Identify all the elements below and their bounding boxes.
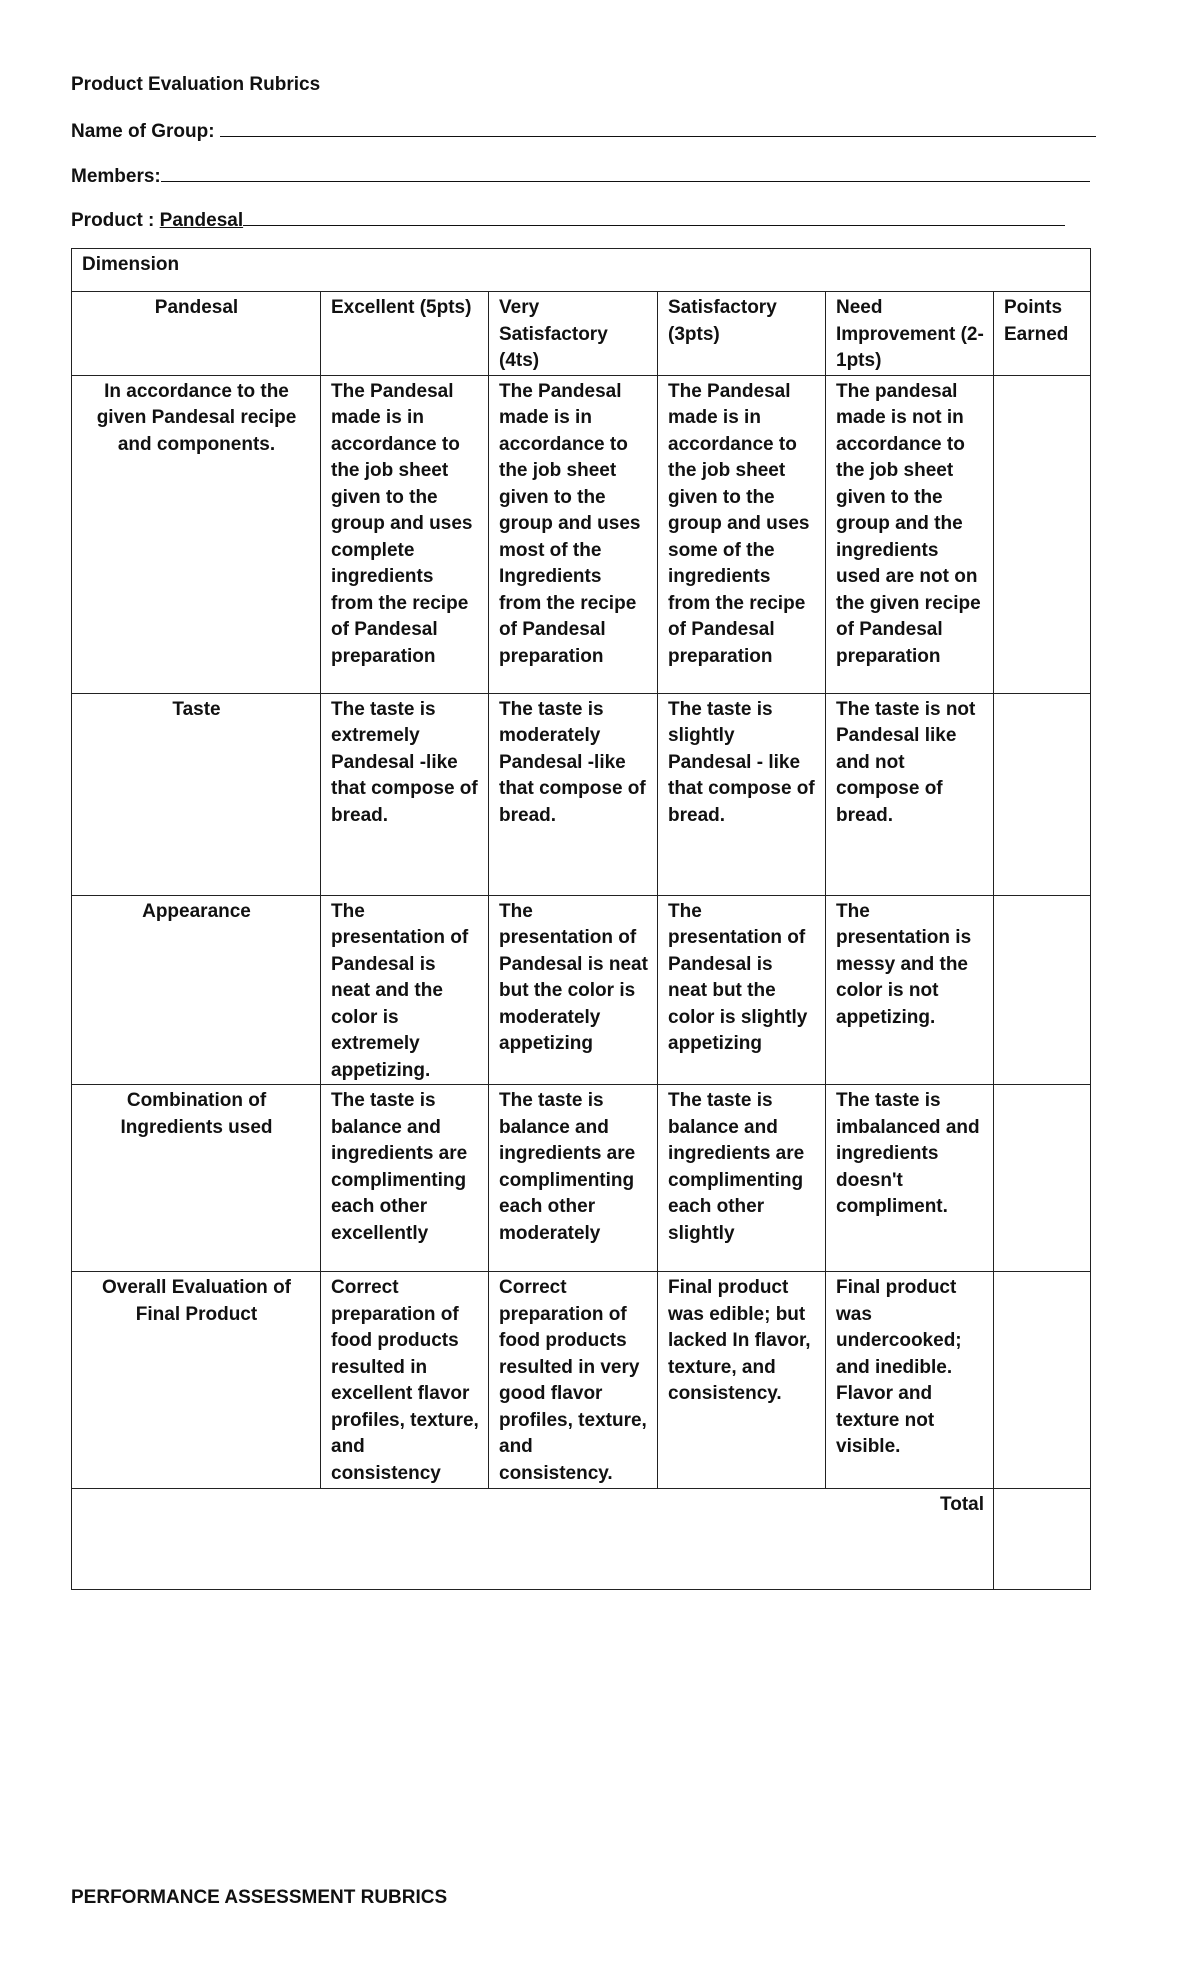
rubric-cell: The taste is balance and ingredients are complimenting each other excellently [321, 1085, 489, 1272]
members-row [71, 163, 1090, 188]
rubric-cell: The Pandesal made is in accordance to the job sheet given to the group and uses most of the Ingredients from the recipe of Pandesal preparation [489, 375, 658, 693]
product-value: Pandesal [159, 210, 244, 231]
rubric-cell: The Pandesal made is in accordance to the job sheet given to the group and uses some of the ingredients from the recipe of Pandesal preparation [658, 375, 826, 693]
col-excellent: Excellent (5pts) [321, 292, 489, 376]
rubric-cell: Correct preparation of food products resulted in excellent flavor profiles, texture, and consistency [321, 1272, 489, 1489]
table-row [72, 375, 1091, 693]
group-name-label: Name of Group: [71, 121, 215, 142]
rubric-cell: The taste is balance and ingredients are complimenting each other moderately [489, 1085, 658, 1272]
criterion-label: Appearance [72, 895, 321, 1085]
members-label: Members: [71, 166, 161, 187]
table-row [72, 1085, 1091, 1272]
total-label: Total [72, 1489, 994, 1590]
points-earned-cell[interactable] [994, 375, 1091, 693]
rubric-cell: The taste is balance and ingredients are complimenting each other slightly [658, 1085, 826, 1272]
table-row [72, 693, 1091, 895]
rubric-cell: The taste is extremely Pandesal -like that compose of bread. [321, 693, 489, 895]
points-earned-cell[interactable] [994, 693, 1091, 895]
rubric-cell: Correct preparation of food products resulted in very good flavor profiles, texture, and consistency. [489, 1272, 658, 1489]
group-name-row [71, 118, 1096, 143]
col-need-improvement: Need Improvement (2-1pts) [826, 292, 994, 376]
dimension-row [72, 249, 1091, 292]
rubric-cell: The presentation is messy and the color is not appetizing. [826, 895, 994, 1085]
row-header-pandesal: Pandesal [72, 292, 321, 376]
rubric-cell: The taste is moderately Pandesal -like that compose of bread. [489, 693, 658, 895]
col-satisfactory: Satisfactory (3pts) [658, 292, 826, 376]
total-row [72, 1489, 1091, 1590]
criterion-label: Combination of Ingredients used [72, 1085, 321, 1272]
points-earned-cell[interactable] [994, 895, 1091, 1085]
rubric-cell: The pandesal made is not in accordance to the job sheet given to the group and the ingredients used are not on the given recipe of Pandesal preparation [826, 375, 994, 693]
group-name-field[interactable] [220, 118, 1096, 137]
rubric-cell: The taste is imbalanced and ingredients doesn't compliment. [826, 1085, 994, 1272]
criterion-label: In accordance to the given Pandesal recipe and components. [72, 375, 321, 693]
rubric-cell: The taste is not Pandesal like and not compose of bread. [826, 693, 994, 895]
product-field-line [243, 207, 1065, 226]
members-field[interactable] [161, 163, 1090, 182]
table-row [72, 1272, 1091, 1489]
document-title: Product Evaluation Rubrics [71, 74, 321, 95]
rubric-cell: The taste is slightly Pandesal - like that compose of bread. [658, 693, 826, 895]
total-points-cell[interactable] [994, 1489, 1091, 1590]
product-row [71, 207, 1065, 232]
col-points-earned: Points Earned [994, 292, 1091, 376]
criterion-label: Taste [72, 693, 321, 895]
criterion-label: Overall Evaluation of Final Product [72, 1272, 321, 1489]
points-earned-cell[interactable] [994, 1272, 1091, 1489]
footer-title: PERFORMANCE ASSESSMENT RUBRICS [71, 1887, 448, 1908]
rubric-cell: The Pandesal made is in accordance to the job sheet given to the group and uses complete ingredients from the recipe of Pandesal preparation [321, 375, 489, 693]
points-earned-cell[interactable] [994, 1085, 1091, 1272]
table-row [72, 895, 1091, 1085]
rubric-cell: Final product was undercooked; and inedible. Flavor and texture not visible. [826, 1272, 994, 1489]
rubric-table [71, 248, 1091, 1590]
dimension-label: Dimension [72, 249, 1091, 292]
rubric-cell: The presentation of Pandesal is neat and the color is extremely appetizing. [321, 895, 489, 1085]
rubric-cell: Final product was edible; but lacked In flavor, texture, and consistency. [658, 1272, 826, 1489]
product-label: Product : [71, 210, 155, 231]
header-row [72, 292, 1091, 376]
col-very-satisfactory: Very Satisfactory (4ts) [489, 292, 658, 376]
rubric-cell: The presentation of Pandesal is neat but the color is moderately appetizing [489, 895, 658, 1085]
rubric-cell: The presentation of Pandesal is neat but the color is slightly appetizing [658, 895, 826, 1085]
